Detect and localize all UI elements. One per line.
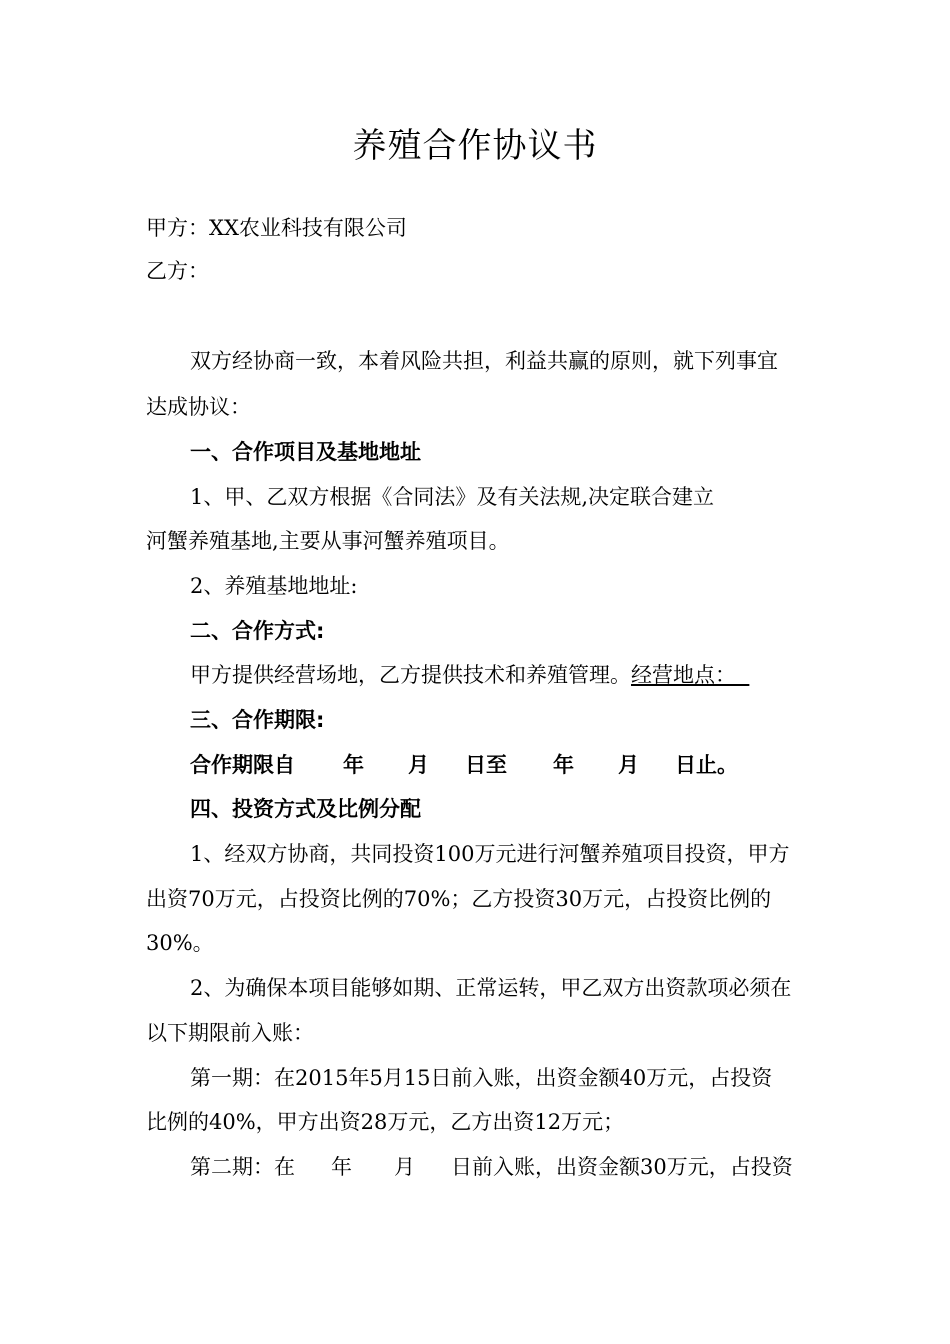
term-prefix: 合作期限自 [190, 753, 295, 777]
cooperation-term [190, 750, 738, 780]
section3-heading: 三、合作期限: [190, 708, 325, 732]
section4-item2-line2: 以下期限前入账： [146, 1021, 314, 1045]
section4-item1-line1: 1、经双方协商，共同投资100万元进行河蟹养殖项目投资，甲方 [190, 842, 790, 866]
section4-item1-line3: 30%。 [146, 931, 214, 955]
section4-item2-line1: 2、为确保本项目能够如期、正常运转，甲乙双方出资款项必须在 [190, 976, 792, 1000]
party-b: 乙方： [146, 259, 209, 283]
phase2-year: 年 [331, 1155, 352, 1179]
term-start-day: 日至 [465, 753, 507, 777]
section1-item1-line1: 1、甲、乙双方根据《合同法》及有关法规,决定联合建立 [190, 485, 715, 509]
phase2-month: 月 [394, 1155, 415, 1179]
intro-paragraph-line1: 双方经协商一致，本着风险共担，利益共赢的原则，就下列事宜 [190, 349, 778, 373]
business-location-label: 经营地点： [631, 663, 750, 687]
section1-item2: 2、养殖基地地址: [190, 574, 358, 598]
term-start-month: 月 [408, 753, 429, 777]
phase1-line1: 第一期：在2015年5月15日前入账，出资金额40万元，占投资 [190, 1066, 773, 1090]
phase1-line2: 比例的40%，甲方出资28万元，乙方出资12万元； [146, 1110, 625, 1134]
section2-text [190, 660, 749, 690]
section4-item1-line2: 出资70万元，占投资比例的70%；乙方投资30万元，占投资比例的 [146, 887, 772, 911]
term-end-day: 日止。 [675, 753, 738, 777]
section2-body: 甲方提供经营场地，乙方提供技术和养殖管理。 [190, 663, 631, 687]
section4-heading: 四、投资方式及比例分配 [190, 797, 421, 821]
intro-paragraph-line2: 达成协议： [146, 395, 251, 419]
term-end-month: 月 [618, 753, 639, 777]
term-start-year: 年 [343, 753, 364, 777]
phase2-line1 [190, 1152, 793, 1182]
document-title: 养殖合作协议书 [352, 126, 598, 166]
term-end-year: 年 [553, 753, 574, 777]
section1-item1-line2: 河蟹养殖基地,主要从事河蟹养殖项目。 [146, 529, 510, 553]
party-a: 甲方：XX农业科技有限公司 [146, 216, 407, 240]
section2-heading: 二、合作方式: [190, 619, 325, 643]
section1-heading: 一、合作项目及基地地址 [190, 440, 421, 464]
phase2-suffix: 日前入账，出资金额30万元，占投资 [451, 1155, 793, 1179]
phase2-prefix: 第二期：在 [190, 1155, 295, 1179]
